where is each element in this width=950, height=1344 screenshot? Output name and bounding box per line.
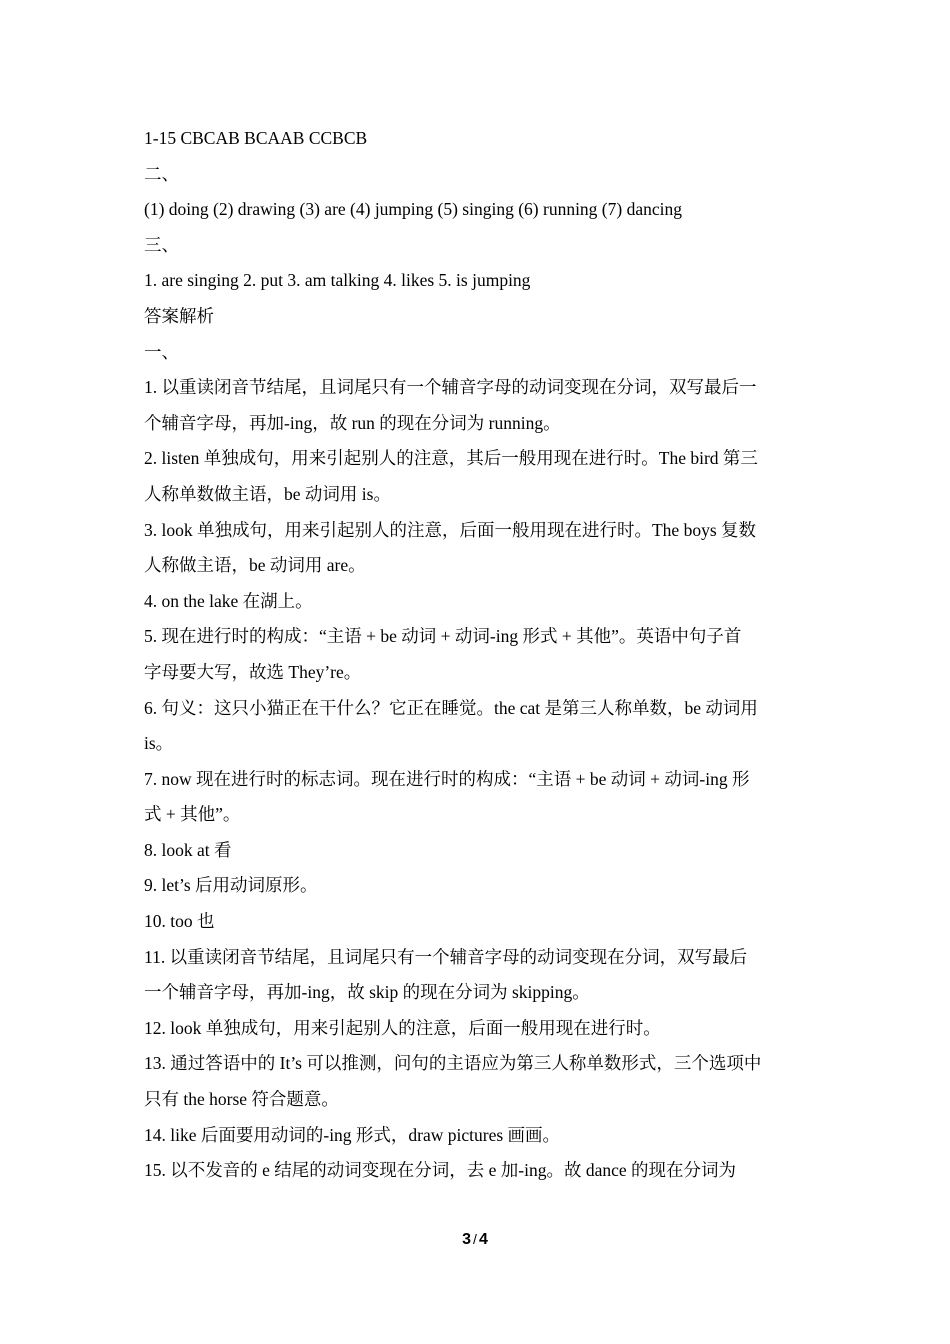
explanation-item-15 [144,1153,808,1189]
explanation-item-5 [144,619,808,690]
explanation-item-14 [144,1118,808,1154]
text-line: 7. now 现在进行时的标志词。现在进行时的构成：“主语 + be 动词 + 动词-ing 形 [144,768,750,789]
current-page-number: 3 [462,1231,472,1248]
text-line: 8. look at 看 [144,839,232,860]
text-line: 10. too 也 [144,911,215,932]
text-line: 2. listen 单独成句，用来引起别人的注意，其后一般用现在进行时。The bird 第三 [144,448,758,469]
text-line: 1. 以重读闭音节结尾，且词尾只有一个辅音字母的动词变现在分词，双写最后一 [144,377,757,398]
text-line: 个辅音字母，再加-ing，故 run 的现在分词为 running。 [144,412,561,433]
text-line: 14. like 后面要用动词的-ing 形式，draw pictures 画画。 [144,1124,561,1145]
text-line: 11. 以重读闭音节结尾，且词尾只有一个辅音字母的动词变现在分词，双写最后 [144,946,748,967]
text-line: is。 [144,733,174,754]
explanation-item-10 [144,904,808,940]
page-number [0,1227,950,1252]
section-heading-3: 三、 [144,234,179,255]
text-line: 只有 the horse 符合题意。 [144,1089,339,1110]
explanation-item-9 [144,868,808,904]
page-separator: / [473,1231,477,1247]
explanation-item-13 [144,1046,808,1117]
explanation-item-6 [144,691,808,762]
total-pages-number: 4 [478,1231,488,1248]
section-heading-2: 二、 [144,163,179,184]
explanation-section-1-heading: 一、 [144,341,179,362]
text-line: 12. look 单独成句，用来引起别人的注意，后面一般用现在进行时。 [144,1017,661,1038]
text-line: 9. let’s 后用动词原形。 [144,875,318,896]
explanation-heading: 答案解析 [144,305,214,326]
text-line: 15. 以不发音的 e 结尾的动词变现在分词，去 e 加-ing。故 dance 的现在分词为 [144,1160,737,1181]
text-line: 13. 通过答语中的 It’s 可以推测，问句的主语应为第三人称单数形式，三个选项中 [144,1053,762,1074]
answer-key-part-3: 1. are singing 2. put 3. am talking 4. likes 5. is jumping [144,270,531,291]
explanation-item-7 [144,762,808,833]
explanation-item-2 [144,441,808,512]
text-line: 式 + 其他”。 [144,804,241,825]
text-line: 人称做主语，be 动词用 are。 [144,555,366,576]
text-line: 3. look 单独成句，用来引起别人的注意，后面一般用现在进行时。The boys 复数 [144,519,757,540]
text-line: 6. 句义：这只小猫正在干什么？它正在睡觉。the cat 是第三人称单数，be 动词用 [144,697,758,718]
explanation-item-11 [144,940,808,1011]
document-body [144,121,808,1189]
explanation-item-4 [144,584,808,620]
explanation-item-3 [144,513,808,584]
text-line: 一个辅音字母，再加-ing，故 skip 的现在分词为 skipping。 [144,982,590,1003]
text-line: 4. on the lake 在湖上。 [144,590,313,611]
text-line: 字母要大写，故选 They’re。 [144,661,362,682]
text-line: 人称单数做主语，be 动词用 is。 [144,483,391,504]
answer-key-part-1: 1-15 CBCAB BCAAB CCBCB [144,128,368,148]
explanation-item-8 [144,833,808,869]
answer-key-part-2: (1) doing (2) drawing (3) are (4) jumping (5) singing (6) running (7) dancing [144,199,682,220]
explanation-item-1 [144,370,808,441]
text-line: 5. 现在进行时的构成：“主语 + be 动词 + 动词-ing 形式 + 其他”。英语中句子首 [144,626,742,647]
explanation-item-12 [144,1011,808,1047]
